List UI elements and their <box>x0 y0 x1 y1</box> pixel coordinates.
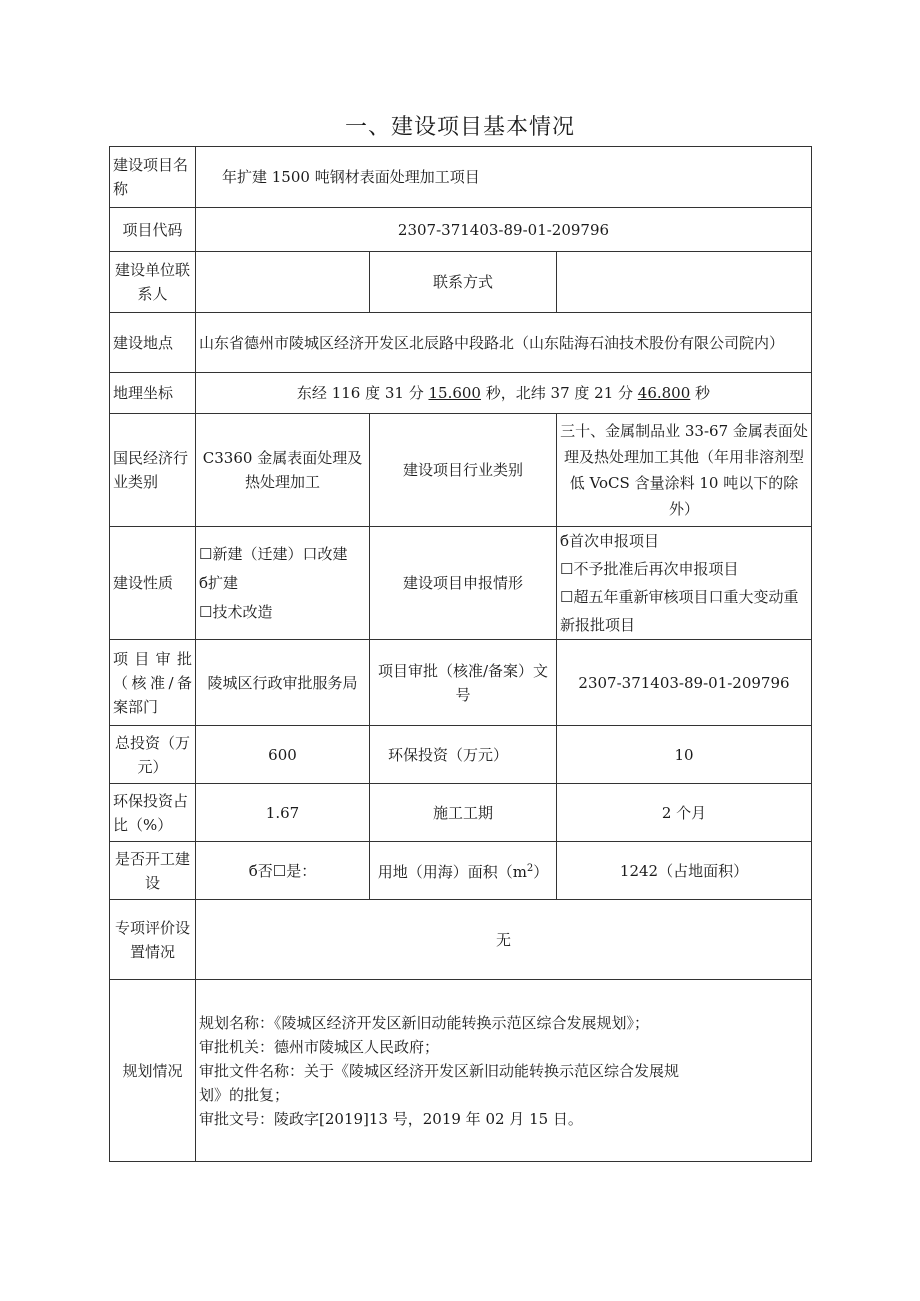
value-total-investment: 600 <box>196 726 370 784</box>
latitude-prefix: 秒，北纬 37 度 21 分 <box>480 384 638 402</box>
value-contact-person <box>196 252 370 313</box>
value-coordinates <box>196 373 812 414</box>
option-first-declaration: б首次申报项目 <box>560 532 660 550</box>
value-special-assessment: 无 <box>196 900 812 980</box>
value-declaration-status <box>557 527 812 640</box>
value-project-name: 年扩建 1500 吨钢材表面处理加工项目 <box>196 147 812 208</box>
label-national-industry: 国民经济行业类别 <box>110 414 196 527</box>
label-project-name: 建设项目名称 <box>110 147 196 208</box>
label-special-assessment: 专项评价设置情况 <box>110 900 196 980</box>
project-info-table <box>109 146 812 1162</box>
value-national-industry: C3360 金属表面处理及热处理加工 <box>196 414 370 527</box>
coordinates-suffix: 秒 <box>690 384 711 402</box>
option-new-build: ☐新建（迁建）口改建 <box>199 544 348 563</box>
label-declaration-status: 建设项目申报情形 <box>370 527 557 640</box>
value-land-area: 1242（占地面积） <box>557 842 812 900</box>
label-construction-nature: 建设性质 <box>110 527 196 640</box>
planning-name: 规划名称：《陵城区经济开发区新旧动能转换示范区综合发展规划》； <box>199 1013 650 1032</box>
row-started <box>110 842 812 900</box>
latitude-seconds: 46.800 <box>637 384 691 402</box>
label-env-investment: 环保投资（万元） <box>370 726 557 784</box>
row-special-assessment <box>110 900 812 980</box>
row-industry <box>110 414 812 527</box>
land-area-close: ） <box>533 863 549 881</box>
label-location: 建设地点 <box>110 313 196 373</box>
label-planning: 规划情况 <box>110 980 196 1162</box>
row-contact <box>110 252 812 313</box>
option-tech-upgrade: ☐技术改造 <box>199 602 273 621</box>
longitude-prefix: 东经 116 度 31 分 <box>296 384 429 402</box>
option-redeclaration: ☐不予批准后再次申报项目 <box>560 560 739 578</box>
land-area-superscript: 2 <box>526 863 534 874</box>
label-land-area <box>370 842 557 900</box>
row-ratio <box>110 784 812 842</box>
row-location <box>110 313 812 373</box>
value-project-code: 2307-371403-89-01-209796 <box>196 208 812 252</box>
value-location: 山东省德州市陵城区经济开发区北辰路中段路北（山东陆海石油技术股份有限公司院内） <box>196 313 812 373</box>
land-area-text: 用地（用海）面积（m <box>377 863 527 881</box>
planning-doc-name-cont: 划》的批复； <box>199 1085 290 1104</box>
label-construction-period: 施工工期 <box>370 784 557 842</box>
value-env-investment: 10 <box>557 726 812 784</box>
row-approval <box>110 640 812 726</box>
label-approval-number: 项目审批（核准/备案）文号 <box>370 640 557 726</box>
label-approval-dept: 项目审批（核准/备案部门 <box>110 640 196 726</box>
planning-doc-number: 审批文号：陵政字[2019]13 号，2019 年 02 月 15 日。 <box>199 1109 583 1128</box>
option-expansion: б扩建 <box>199 573 239 592</box>
value-approval-number: 2307-371403-89-01-209796 <box>557 640 812 726</box>
planning-doc-name: 审批文件名称：关于《陵城区经济开发区新旧动能转换示范区综合发展规 <box>199 1061 680 1080</box>
row-nature <box>110 527 812 640</box>
option-reapproval: ☐超五年重新审核项目口重大变动重新报批项目 <box>560 588 799 634</box>
value-env-ratio: 1.67 <box>196 784 370 842</box>
value-construction-period: 2 个月 <box>557 784 812 842</box>
value-construction-nature <box>196 527 370 640</box>
label-coordinates: 地理坐标 <box>110 373 196 414</box>
row-planning <box>110 980 812 1162</box>
value-contact-method <box>557 252 812 313</box>
planning-authority: 审批机关：德州市陵城区人民政府； <box>199 1037 440 1056</box>
label-contact-method: 联系方式 <box>370 252 557 313</box>
longitude-seconds: 15.600 <box>428 384 481 402</box>
value-approval-dept: 陵城区行政审批服务局 <box>196 640 370 726</box>
value-started: б否☐是： <box>196 842 370 900</box>
value-project-industry: 三十、金属制品业 33-67 金属表面处理及热处理加工其他（年用非溶剂型低 VoCS 含量涂料 10 吨以下的除外） <box>557 414 812 527</box>
label-project-industry: 建设项目行业类别 <box>370 414 557 527</box>
row-project-name <box>110 147 812 208</box>
page-title: 一、建设项目基本情况 <box>344 115 575 140</box>
row-investment <box>110 726 812 784</box>
label-total-investment: 总投资（万元） <box>110 726 196 784</box>
row-coordinates <box>110 373 812 414</box>
label-env-ratio: 环保投资占比（%） <box>110 784 196 842</box>
value-planning <box>196 980 812 1162</box>
label-contact-person: 建设单位联系人 <box>110 252 196 313</box>
label-project-code: 项目代码 <box>110 208 196 252</box>
label-started: 是否开工建设 <box>110 842 196 900</box>
row-project-code <box>110 208 812 252</box>
